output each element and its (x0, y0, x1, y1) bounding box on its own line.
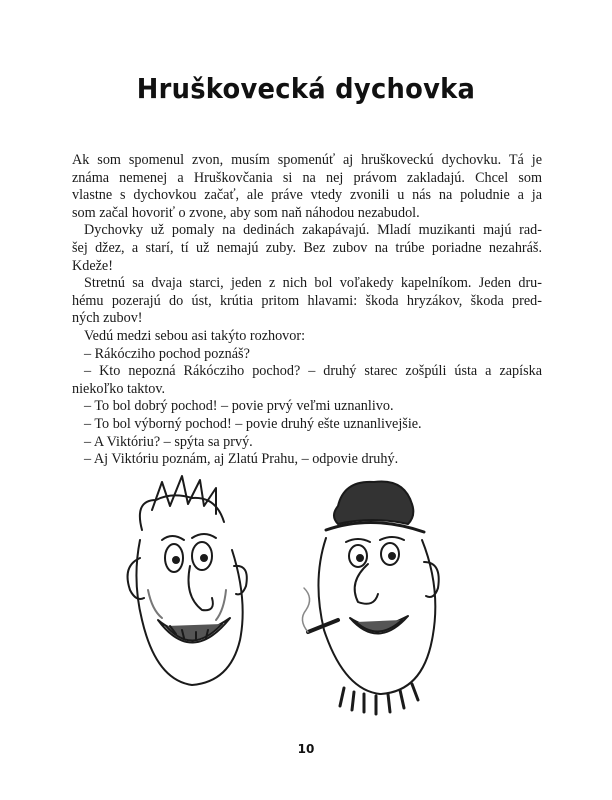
text-line: Kdeže! (72, 257, 113, 274)
two-old-men-illustration (112, 470, 452, 720)
text-line: šej džez, a starí, tí už nemajú zuby. Bez zubov na trúbe poriadne nezahráš. (72, 239, 542, 256)
text-line: – To bol výborný pochod! – povie druhý ešte uznanlivejšie. (84, 415, 422, 432)
right-man-drawing (302, 481, 438, 714)
chapter-title: Hruškovecká dychovka (136, 72, 476, 105)
text-line: – A Viktóriu? – spýta sa prvý. (84, 433, 253, 450)
text-line: Ak som spomenul zvon, musím spomenúť aj hruškoveckú dychovku. Tá je (72, 152, 542, 168)
body-text (72, 152, 542, 469)
text-line: Vedú medzi sebou asi takýto rozhovor: (84, 327, 306, 344)
text-line: vlastne s dychovkou začať, ale práve vtedy zvonili u nás na poludnie a ja (72, 187, 542, 204)
text-line: – Rákócziho pochod poznáš? (84, 345, 250, 362)
text-line: hému pozerajú do úst, krútia pritom hlavami: škoda hryzákov, škoda pred- (72, 292, 542, 309)
text-line: – Kto nepozná Rákócziho pochod? – druhý starec zošpúli ústa a zapíska (84, 363, 542, 380)
text-line: niekoľko taktov. (72, 380, 166, 397)
text-line: Dychovky už pomaly na dedinách zakapávajú. Mladí muzikanti majú rad- (84, 222, 542, 239)
text-line: známa nemenej a Hruškovčania si na nej právom zakladajú. Chcel som (72, 169, 542, 186)
text-line: – To bol dobrý pochod! – povie prvý veľmi uznanlivo. (84, 398, 394, 415)
page-number: 10 (297, 742, 315, 756)
text-line: ných zubov! (72, 310, 143, 327)
left-man-drawing (128, 476, 247, 685)
text-line: som začal hovoriť o zvone, aby som naň náhodou nezabudol. (72, 204, 420, 221)
text-line: – Aj Viktóriu poznám, aj Zlatú Prahu, – odpovie druhý. (84, 451, 399, 468)
text-line: Stretnú sa dvaja starci, jeden z nich bol voľakedy kapelníkom. Jeden dru- (84, 275, 542, 292)
